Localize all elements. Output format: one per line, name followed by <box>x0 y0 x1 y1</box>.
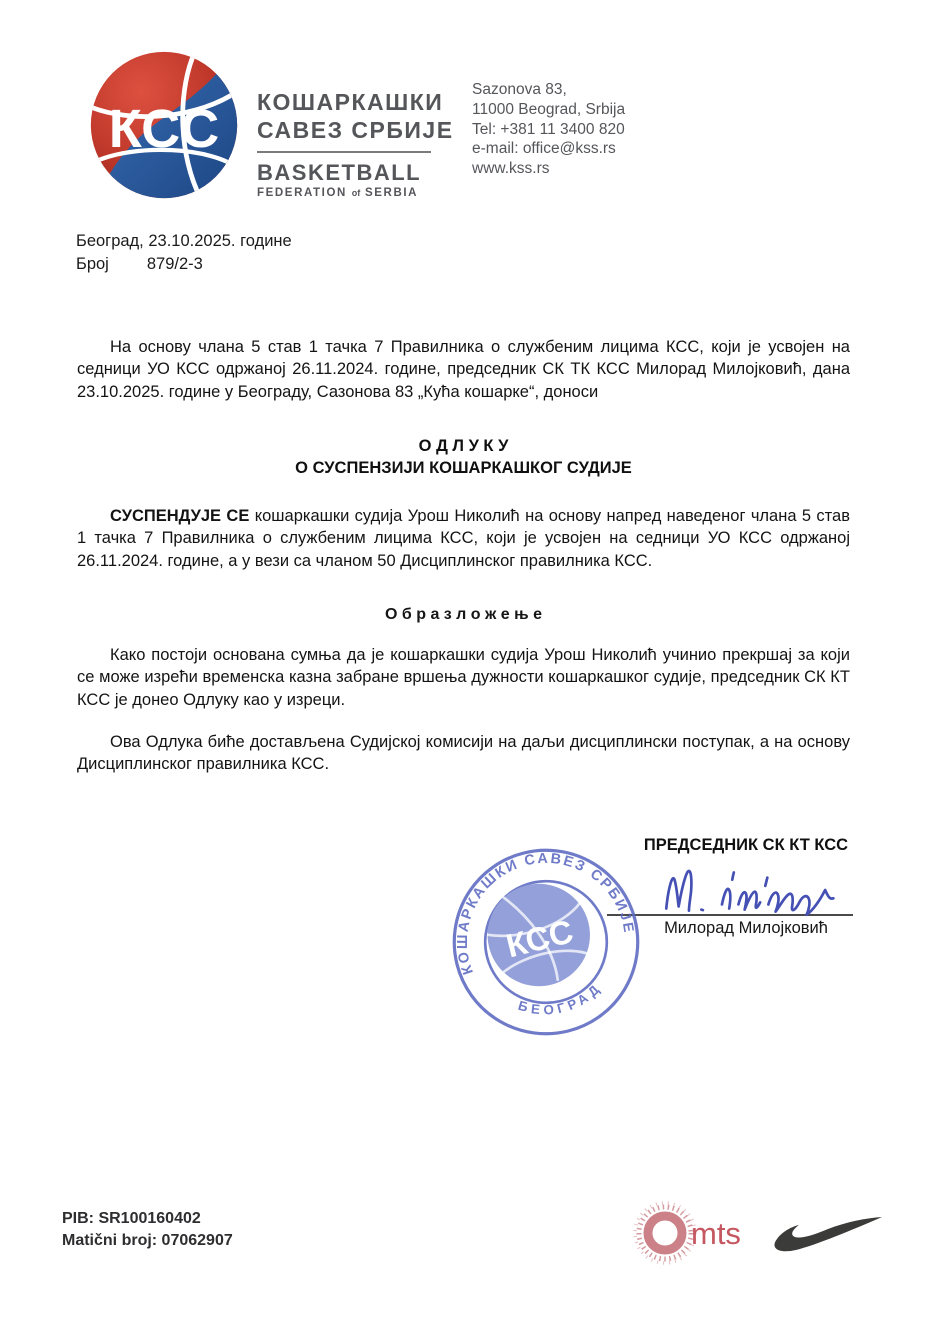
intro-paragraph: На основу члана 5 став 1 тачка 7 Правилника о службеним лицима КСС, који је усвојен на седници УО КСС одржаној 26.11.2024. године, председник СК ТК КСС Милорад Милојковић, дана 23.10.2025. године у Београду, Сазонова 83 „Кућа кошарке“, доноси <box>77 338 850 401</box>
kss-basketball-logo-icon <box>88 46 240 204</box>
maticni-broj: Matični broj: 07062907 <box>62 1231 233 1249</box>
org-name-sr-line1: КОШАРКАШКИ <box>257 89 444 115</box>
address-city: 11000 Beograd, Srbija <box>472 100 626 118</box>
explanation-paragraph-2: Ова Одлука биће достављена Судијској комисији на даљи дисциплински поступак, а на основу Дисциплинског правилника КСС. <box>77 733 850 774</box>
decision-subtitle: О СУСПЕНЗИЈИ КОШАРКАШКОГ СУДИЈЕ <box>295 459 632 477</box>
decision-title: О Д Л У К У <box>418 437 509 455</box>
nike-swoosh-icon <box>764 1214 884 1258</box>
address-email: e-mail: office@kss.rs <box>472 140 616 158</box>
organization-name-block <box>257 88 454 199</box>
mts-wordmark: mts <box>691 1216 741 1251</box>
suspension-lead: СУСПЕНДУЈЕ СЕ <box>110 507 250 525</box>
logo-kss-text: КСС <box>108 98 220 159</box>
signatory-name: Милорад Милојковић <box>664 919 828 937</box>
footer-identifiers <box>62 1208 233 1251</box>
address-phone: Tel: +381 11 3400 820 <box>472 120 625 138</box>
explanation-paragraph-1: Како постоји основана сумња да је кошаркашки судија Урош Николић учинио прекршај за који се може изрећи временска казна забране вршења дужности кошаркашког судије, председник СК КТ КСС је донео Одлуку као у изреци. <box>77 646 850 709</box>
explanation-title: О б р а з л о ж е њ е <box>385 606 542 623</box>
address-street: Sazonova 83, <box>472 81 567 98</box>
address-block <box>472 80 625 179</box>
org-en-word2: SERBIA <box>365 187 419 199</box>
document-meta <box>76 230 292 275</box>
number-value: 879/2-3 <box>146 254 203 273</box>
official-round-stamp <box>430 826 663 1059</box>
pib-number: PIB: SR100160402 <box>62 1210 201 1227</box>
stamp-ring-text: КОШАРКАШКИ САВЕЗ СРБИЈЕ <box>454 850 637 977</box>
stamp-bottom-text: БЕОГРАД <box>516 979 606 1018</box>
suspension-rest: кошаркашки судија Урош Николић на основу напред наведеног члана 5 став 1 тачка 7 Правилника о службеним лицима КСС, који је усвојен на седници УО КСС одржаној 26.11.2024. године, а у вези са чланом 50 Дисциплинског правилника КСС. <box>77 507 850 570</box>
handwritten-signature <box>658 862 854 918</box>
number-label: Број <box>76 254 109 273</box>
address-website: www.kss.rs <box>472 160 550 178</box>
suspension-paragraph <box>77 505 850 572</box>
org-en-of: of <box>351 188 361 198</box>
org-name-sr-line2: САВЕЗ СРБИЈЕ <box>257 117 454 143</box>
org-name-divider <box>257 151 431 153</box>
place-date: Београд, 23.10.2025. године <box>76 232 292 250</box>
org-name-en-line1: BASKETBALL <box>257 160 422 185</box>
mts-logo-icon <box>633 1200 765 1266</box>
org-en-word1: FEDERATION <box>257 187 347 199</box>
org-name-en-line2 <box>257 187 454 199</box>
stamp-center-text: КСС <box>502 913 578 966</box>
signatory-title: ПРЕДСЕДНИК СК КТ КСС <box>643 836 849 854</box>
document-number-row <box>76 253 292 276</box>
